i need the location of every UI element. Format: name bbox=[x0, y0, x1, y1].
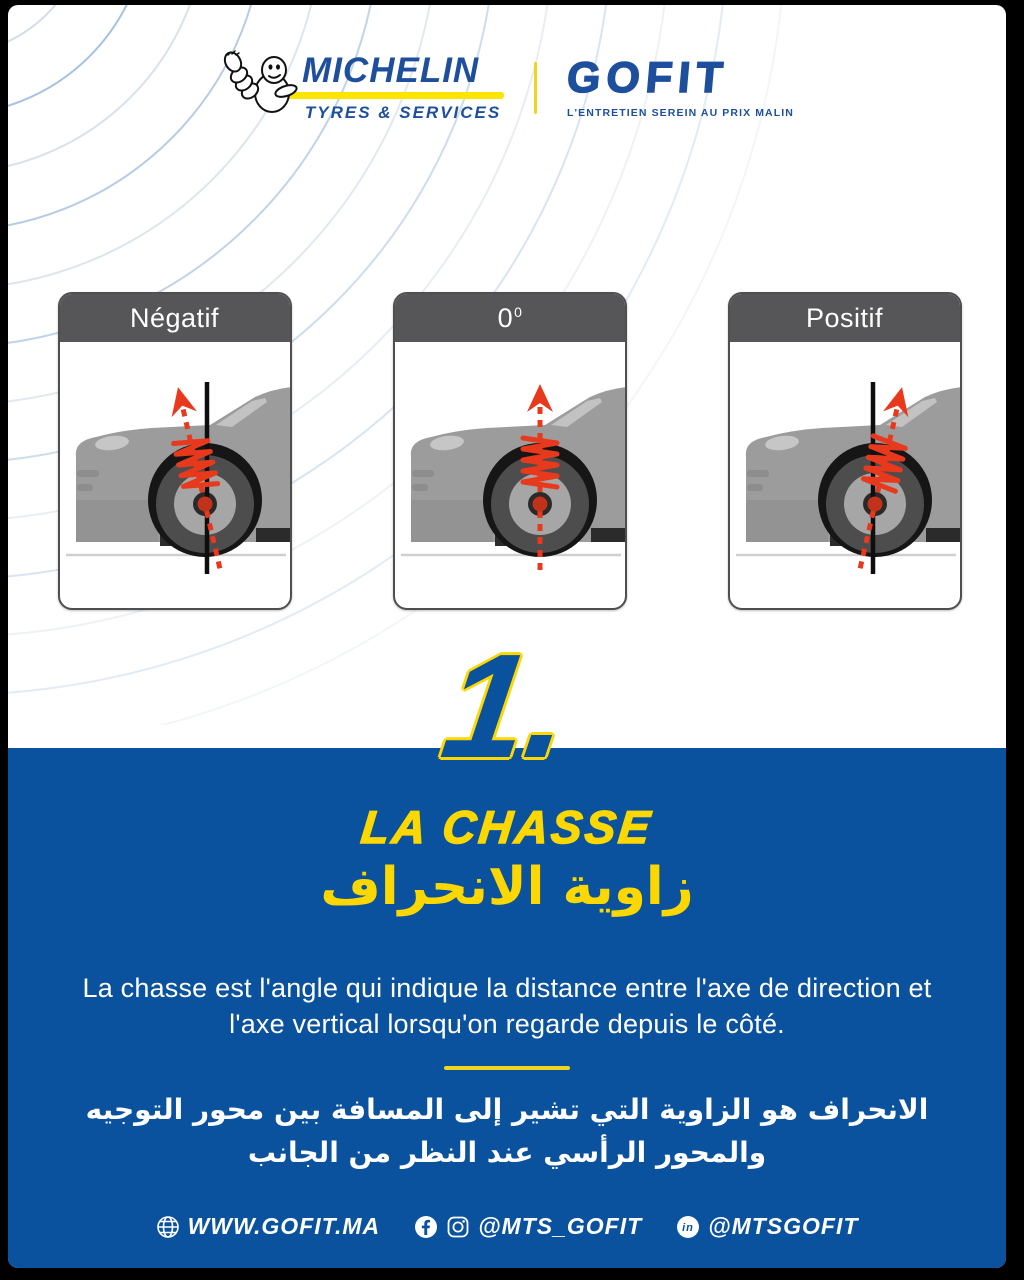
footer bbox=[8, 1213, 1006, 1240]
gofit-wordmark: GOFIT bbox=[564, 54, 731, 102]
caster-panel-zero bbox=[393, 292, 627, 610]
website-url: WWW.GOFIT.MA bbox=[187, 1213, 381, 1239]
social-handle: @MTS_GOFIT bbox=[478, 1213, 643, 1239]
facebook-icon bbox=[414, 1215, 438, 1239]
description-arabic-line1: الانحراف هو الزاوية التي تشير إلى المسافة بين محور التوجيه bbox=[85, 1093, 929, 1126]
panel-negative-title: Négatif bbox=[60, 294, 290, 342]
footer-social bbox=[414, 1213, 642, 1240]
footer-linkedin bbox=[676, 1213, 858, 1240]
caster-panel-negative bbox=[58, 292, 292, 610]
yellow-divider-line bbox=[444, 1066, 570, 1070]
michelin-logo bbox=[220, 53, 504, 123]
section-title-french: LA CHASSE bbox=[358, 801, 656, 853]
car-diagram-negative bbox=[60, 342, 290, 608]
michelin-wordmark: MICHELIN bbox=[302, 51, 480, 90]
bibendum-mascot-icon bbox=[220, 49, 302, 115]
header-divider-line bbox=[534, 62, 537, 114]
header bbox=[8, 53, 1006, 123]
car-diagram-zero bbox=[395, 342, 625, 608]
gofit-tagline: L'ENTRETIEN SEREIN AU PRIX MALIN bbox=[567, 107, 794, 119]
michelin-yellow-underline bbox=[276, 92, 504, 99]
svg-text:in: in bbox=[682, 1221, 695, 1234]
linkedin-handle: @MTSGOFIT bbox=[708, 1213, 859, 1239]
footer-website bbox=[156, 1213, 381, 1240]
section-number: 1. bbox=[433, 624, 581, 789]
michelin-tyres-services-label: TYRES & SERVICES bbox=[304, 103, 502, 122]
globe-icon bbox=[156, 1215, 180, 1239]
gofit-logo bbox=[564, 54, 794, 119]
panel-positive-title: Positif bbox=[730, 294, 960, 342]
car-diagram-positive bbox=[730, 342, 960, 608]
section-title-arabic: زاوية الانحراف bbox=[320, 857, 694, 917]
caster-panel-positive bbox=[728, 292, 962, 610]
description-french: La chasse est l'angle qui indique la distance entre l'axe de direction et l'axe vertical lorsqu'on regarde depuis le côté. bbox=[82, 973, 932, 1040]
infographic-canvas bbox=[8, 5, 1006, 1268]
description-arabic-line2: والمحور الرأسي عند النظر من الجانب bbox=[247, 1136, 767, 1170]
instagram-icon bbox=[446, 1215, 470, 1239]
description-arabic bbox=[8, 1088, 1006, 1175]
panel-zero-title: 0 $^0$ bbox=[395, 294, 625, 342]
content-section bbox=[8, 748, 1006, 1268]
linkedin-icon bbox=[676, 1215, 700, 1239]
